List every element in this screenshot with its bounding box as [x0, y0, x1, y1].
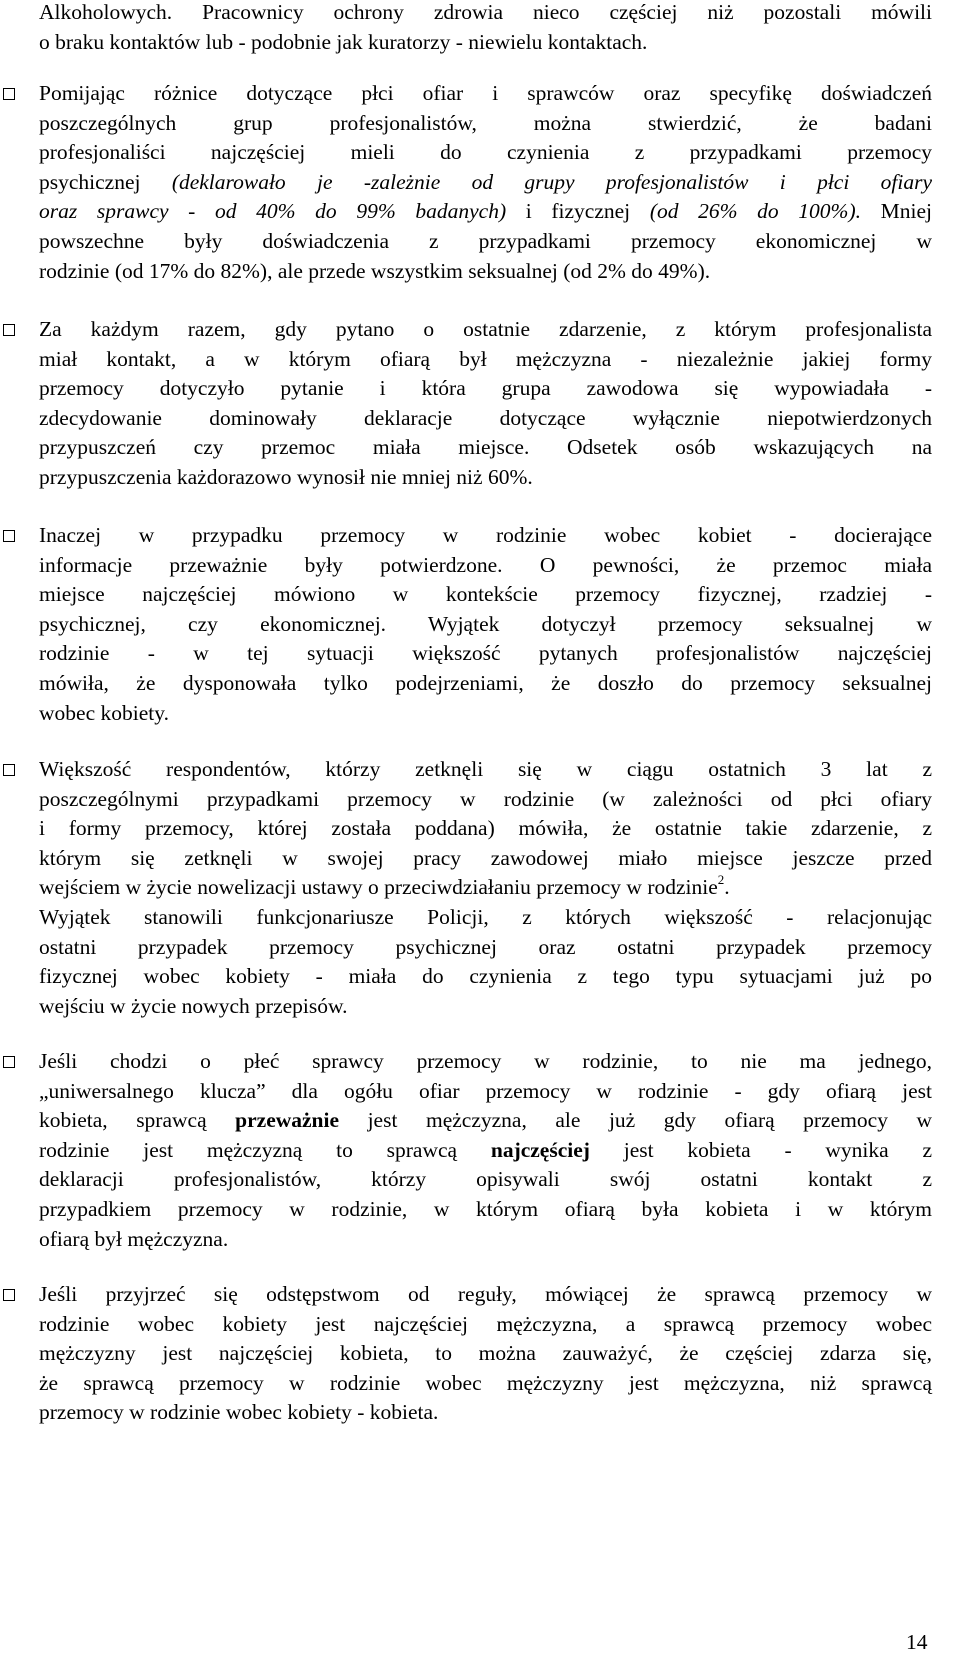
text-line: poszczególnych grup profesjonalistów, można stwierdzić, że badani: [39, 110, 932, 135]
bullet-item-1: [0, 79, 932, 286]
text-line: wejściu w życie nowych przepisów.: [39, 993, 348, 1018]
text-line: mówiła, że dysponowała tylko podejrzeniami, że doszło do przemocy seksualnej: [39, 670, 932, 695]
checkbox-bullet-icon: [3, 1056, 15, 1068]
text-line: psychicznej, czy ekonomicznej. Wyjątek dotyczył przemocy seksualnej w: [39, 611, 932, 636]
text-run: jest kobieta - wynika z: [589, 1137, 933, 1162]
bold-text-run: przeważnie: [235, 1108, 340, 1133]
text-line: i formy przemocy, której została poddana) mówiła, że ostatnie takie zdarzenie, z: [39, 816, 932, 841]
text-line: „uniwersalnego klucza” dla ogółu ofiar przemocy w rodzinie - gdy ofiarą jest: [39, 1078, 932, 1103]
bullet-item-4: [0, 755, 932, 1021]
footnote-marker[interactable]: 2: [717, 872, 725, 888]
text-line: przypuszczenia każdorazowo wynosił nie mniej niż 60%.: [39, 464, 533, 489]
text-line: [39, 873, 932, 903]
text-line: fizycznej wobec kobiety - miała do czynienia z tego typu sytuacjami już po: [39, 964, 932, 989]
text-line: [39, 1136, 932, 1166]
italic-text-run: oraz sprawcy - od 40% do 99% badanych): [39, 199, 507, 224]
text-run: Mniej: [861, 199, 933, 224]
text-line: przemocy dotyczyło pytanie i która grupa zawodowa się wypowiadała -: [39, 376, 932, 401]
text-line: Inaczej w przypadku przemocy w rodzinie wobec kobiet - docierające: [39, 523, 932, 547]
text-line: rodzinie - w tej sytuacji większość pytanych profesjonalistów najczęściej: [39, 641, 932, 666]
text-run: jest mężczyzna, ale już gdy ofiarą przemocy w: [339, 1108, 932, 1133]
text-line: przemocy w rodzinie wobec kobiety - kobieta.: [39, 1400, 439, 1425]
text-line: rodzinie (od 17% do 82%), ale przede wszystkim seksualnej (od 2% do 49%).: [39, 258, 711, 283]
text-line: powszechne były doświadczenia z przypadkami przemocy ekonomicznej w: [39, 228, 932, 253]
bullet-text: [39, 1280, 932, 1428]
italic-text-run: (deklarowało je -zależnie od grupy profesjonalistów i płci ofiary: [171, 169, 932, 194]
checkbox-bullet-icon: [3, 530, 15, 542]
text-line: [39, 1106, 932, 1136]
text-line: Za każdym razem, gdy pytano o ostatnie zdarzenie, z którym profesjonalista: [39, 317, 932, 341]
text-run: rodzinie jest mężczyzną to sprawcą: [39, 1137, 491, 1162]
text-line: Większość respondentów, którzy zetknęli się w ciągu ostatnich 3 lat z: [39, 757, 932, 781]
bullet-item-6: [0, 1280, 932, 1428]
text-run: kobieta, sprawcą: [39, 1108, 236, 1133]
bullet-text: [39, 755, 932, 1021]
bullet-text: [39, 79, 932, 286]
text-line: Jeśli chodzi o płeć sprawcy przemocy w rodzinie, to nie ma jednego,: [39, 1049, 932, 1073]
text-line: profesjonaliści najczęściej mieli do czynienia z przypadkami przemocy: [39, 140, 932, 165]
text-line: miał kontakt, a w którym ofiarą był mężczyzna - niezależnie jakiej formy: [39, 346, 932, 371]
bullet-item-3: [0, 521, 932, 728]
text-line: miejsce najczęściej mówiono w kontekście przemocy fizycznej, rzadziej -: [39, 582, 932, 607]
text-line: ofiarą był mężczyzna.: [39, 1226, 229, 1251]
text-line: Jeśli przyjrzeć się odstępstwom od reguły, mówiącej że sprawcą przemocy w: [39, 1282, 932, 1306]
intro-paragraph: [39, 0, 932, 57]
text-run: .: [724, 875, 730, 900]
text-line: [39, 168, 932, 198]
text-line: wobec kobiety.: [39, 700, 169, 725]
intro-line-1: Alkoholowych. Pracownicy ochrony zdrowia nieco częściej niż pozostali mówili: [39, 0, 932, 24]
text-line: rodzinie wobec kobiety jest najczęściej mężczyzna, a sprawcą przemocy wobec: [39, 1311, 932, 1336]
text-line: mężczyzny jest najczęściej kobieta, to można zauważyć, że częściej zdarza się,: [39, 1341, 932, 1366]
text-line: [39, 197, 932, 227]
text-line: informacje przeważnie były potwierdzone. O pewności, że przemoc miała: [39, 552, 932, 577]
intro-line-2: o braku kontaktów lub - podobnie jak kuratorzy - niewielu kontaktach.: [39, 29, 648, 54]
text-line: poszczególnymi przypadkami przemocy w rodzinie (w zależności od płci ofiary: [39, 786, 932, 811]
text-line: zdecydowanie dominowały deklaracje dotyczące wyłącznie niepotwierdzonych: [39, 405, 932, 430]
checkbox-bullet-icon: [3, 88, 15, 100]
page-number: 14: [906, 1630, 928, 1654]
checkbox-bullet-icon: [3, 764, 15, 776]
text-line: którym się zetknęli w swojej pracy zawodowej miało miejsce jeszcze przed: [39, 845, 932, 870]
bullet-text: [39, 521, 932, 728]
bullet-text: [39, 315, 932, 493]
checkbox-bullet-icon: [3, 1289, 15, 1301]
text-line: że sprawcą przemocy w rodzinie wobec mężczyzny jest mężczyzna, niż sprawcą: [39, 1370, 932, 1395]
bold-text-run: najczęściej: [490, 1137, 590, 1162]
text-line: Pomijając różnice dotyczące płci ofiar i sprawców oraz specyfikę doświadczeń: [39, 81, 932, 105]
checkbox-bullet-icon: [3, 324, 15, 336]
text-line: Wyjątek stanowili funkcjonariusze Policji, z których większość - relacjonując: [39, 904, 932, 929]
bullet-item-5: [0, 1047, 932, 1254]
text-line: przypadkiem przemocy w rodzinie, w którym ofiarą była kobieta i w którym: [39, 1196, 932, 1221]
text-line: deklaracji profesjonalistów, którzy opisywali swój ostatni kontakt z: [39, 1167, 932, 1192]
italic-text-run: (od 26% do 100%).: [649, 199, 862, 224]
text-line: ostatni przypadek przemocy psychicznej oraz ostatni przypadek przemocy: [39, 934, 932, 959]
text-run: i fizycznej: [506, 199, 650, 224]
bullet-text: [39, 1047, 932, 1254]
text-run: psychicznej: [39, 169, 172, 194]
bullet-item-2: [0, 315, 932, 493]
text-line: przypuszczeń czy przemoc miała miejsce. Odsetek osób wskazujących na: [39, 435, 932, 460]
text-run: wejściem w życie nowelizacji ustawy o przeciwdziałaniu przemocy w rodzinie: [39, 875, 718, 900]
